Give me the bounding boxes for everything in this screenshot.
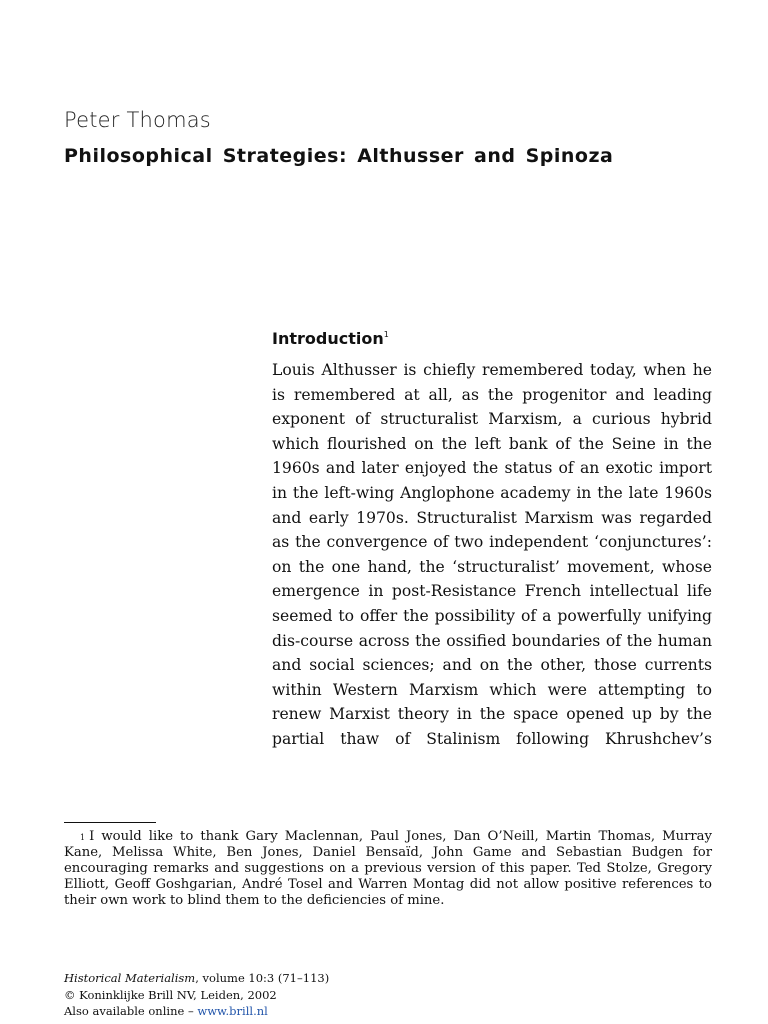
section-heading-text: Introduction — [272, 329, 384, 348]
copyright-line: © Koninklijke Brill NV, Leiden, 2002 — [64, 987, 277, 1002]
section-heading — [272, 329, 389, 348]
online-prefix: Also available online – — [64, 1004, 198, 1018]
body-paragraph: Louis Althusser is chiefly remembered today, when he is remembered at all, as the progenitor and leading exponent of structuralist Marxism, a curious hybrid which flourished on the left bank of the Seine in the 1960s and later enjoyed the status of an exotic import in the left-wing Anglophone academy in the late 1960s and early 1970s. Structuralist Marxism was regarded as the convergence of two independent ‘conjunctures’: on the one hand, the ‘structuralist’ movement, whose emergence in post-Resistance French intellectual life seemed to offer the possibility of a powerfully unifying dis-course across the ossified boundaries of the human and social sciences; and on the other, those currents within Western Marxism which were attempting to renew Marxist theory in the space opened up by the partial thaw of Stalinism following Khrushchev’s — [272, 361, 712, 748]
footnote — [64, 829, 712, 909]
journal-volume: , volume 10:3 (71–113) — [195, 971, 330, 985]
article-title: Philosophical Strategies: Althusser and Spinoza — [64, 145, 614, 167]
publisher-link[interactable]: www.brill.nl — [197, 1004, 268, 1018]
footnote-text: I would like to thank Gary Maclennan, Paul Jones, Dan O’Neill, Martin Thomas, Murray Kane, Melissa White, Ben Jones, Daniel Bensaïd, John Game and Sebastian Budgen for encouraging remarks and suggestions on a previous version of this paper. Ted Stolze, Gregory Elliott, Geoff Goshgarian, André Tosel and Warren Montag did not allow positive references to their own work to blind them to the deficiencies of mine. — [64, 829, 712, 909]
online-line — [64, 1003, 329, 1020]
journal-citation — [64, 970, 329, 987]
author-name: Peter Thomas — [64, 108, 211, 132]
journal-name: Historical Materialism — [64, 971, 196, 985]
journal-info — [64, 970, 329, 1020]
footnote-rule — [64, 822, 156, 823]
footnote-reference[interactable]: 1 — [383, 330, 389, 339]
footnote-marker: 1 — [80, 833, 86, 842]
